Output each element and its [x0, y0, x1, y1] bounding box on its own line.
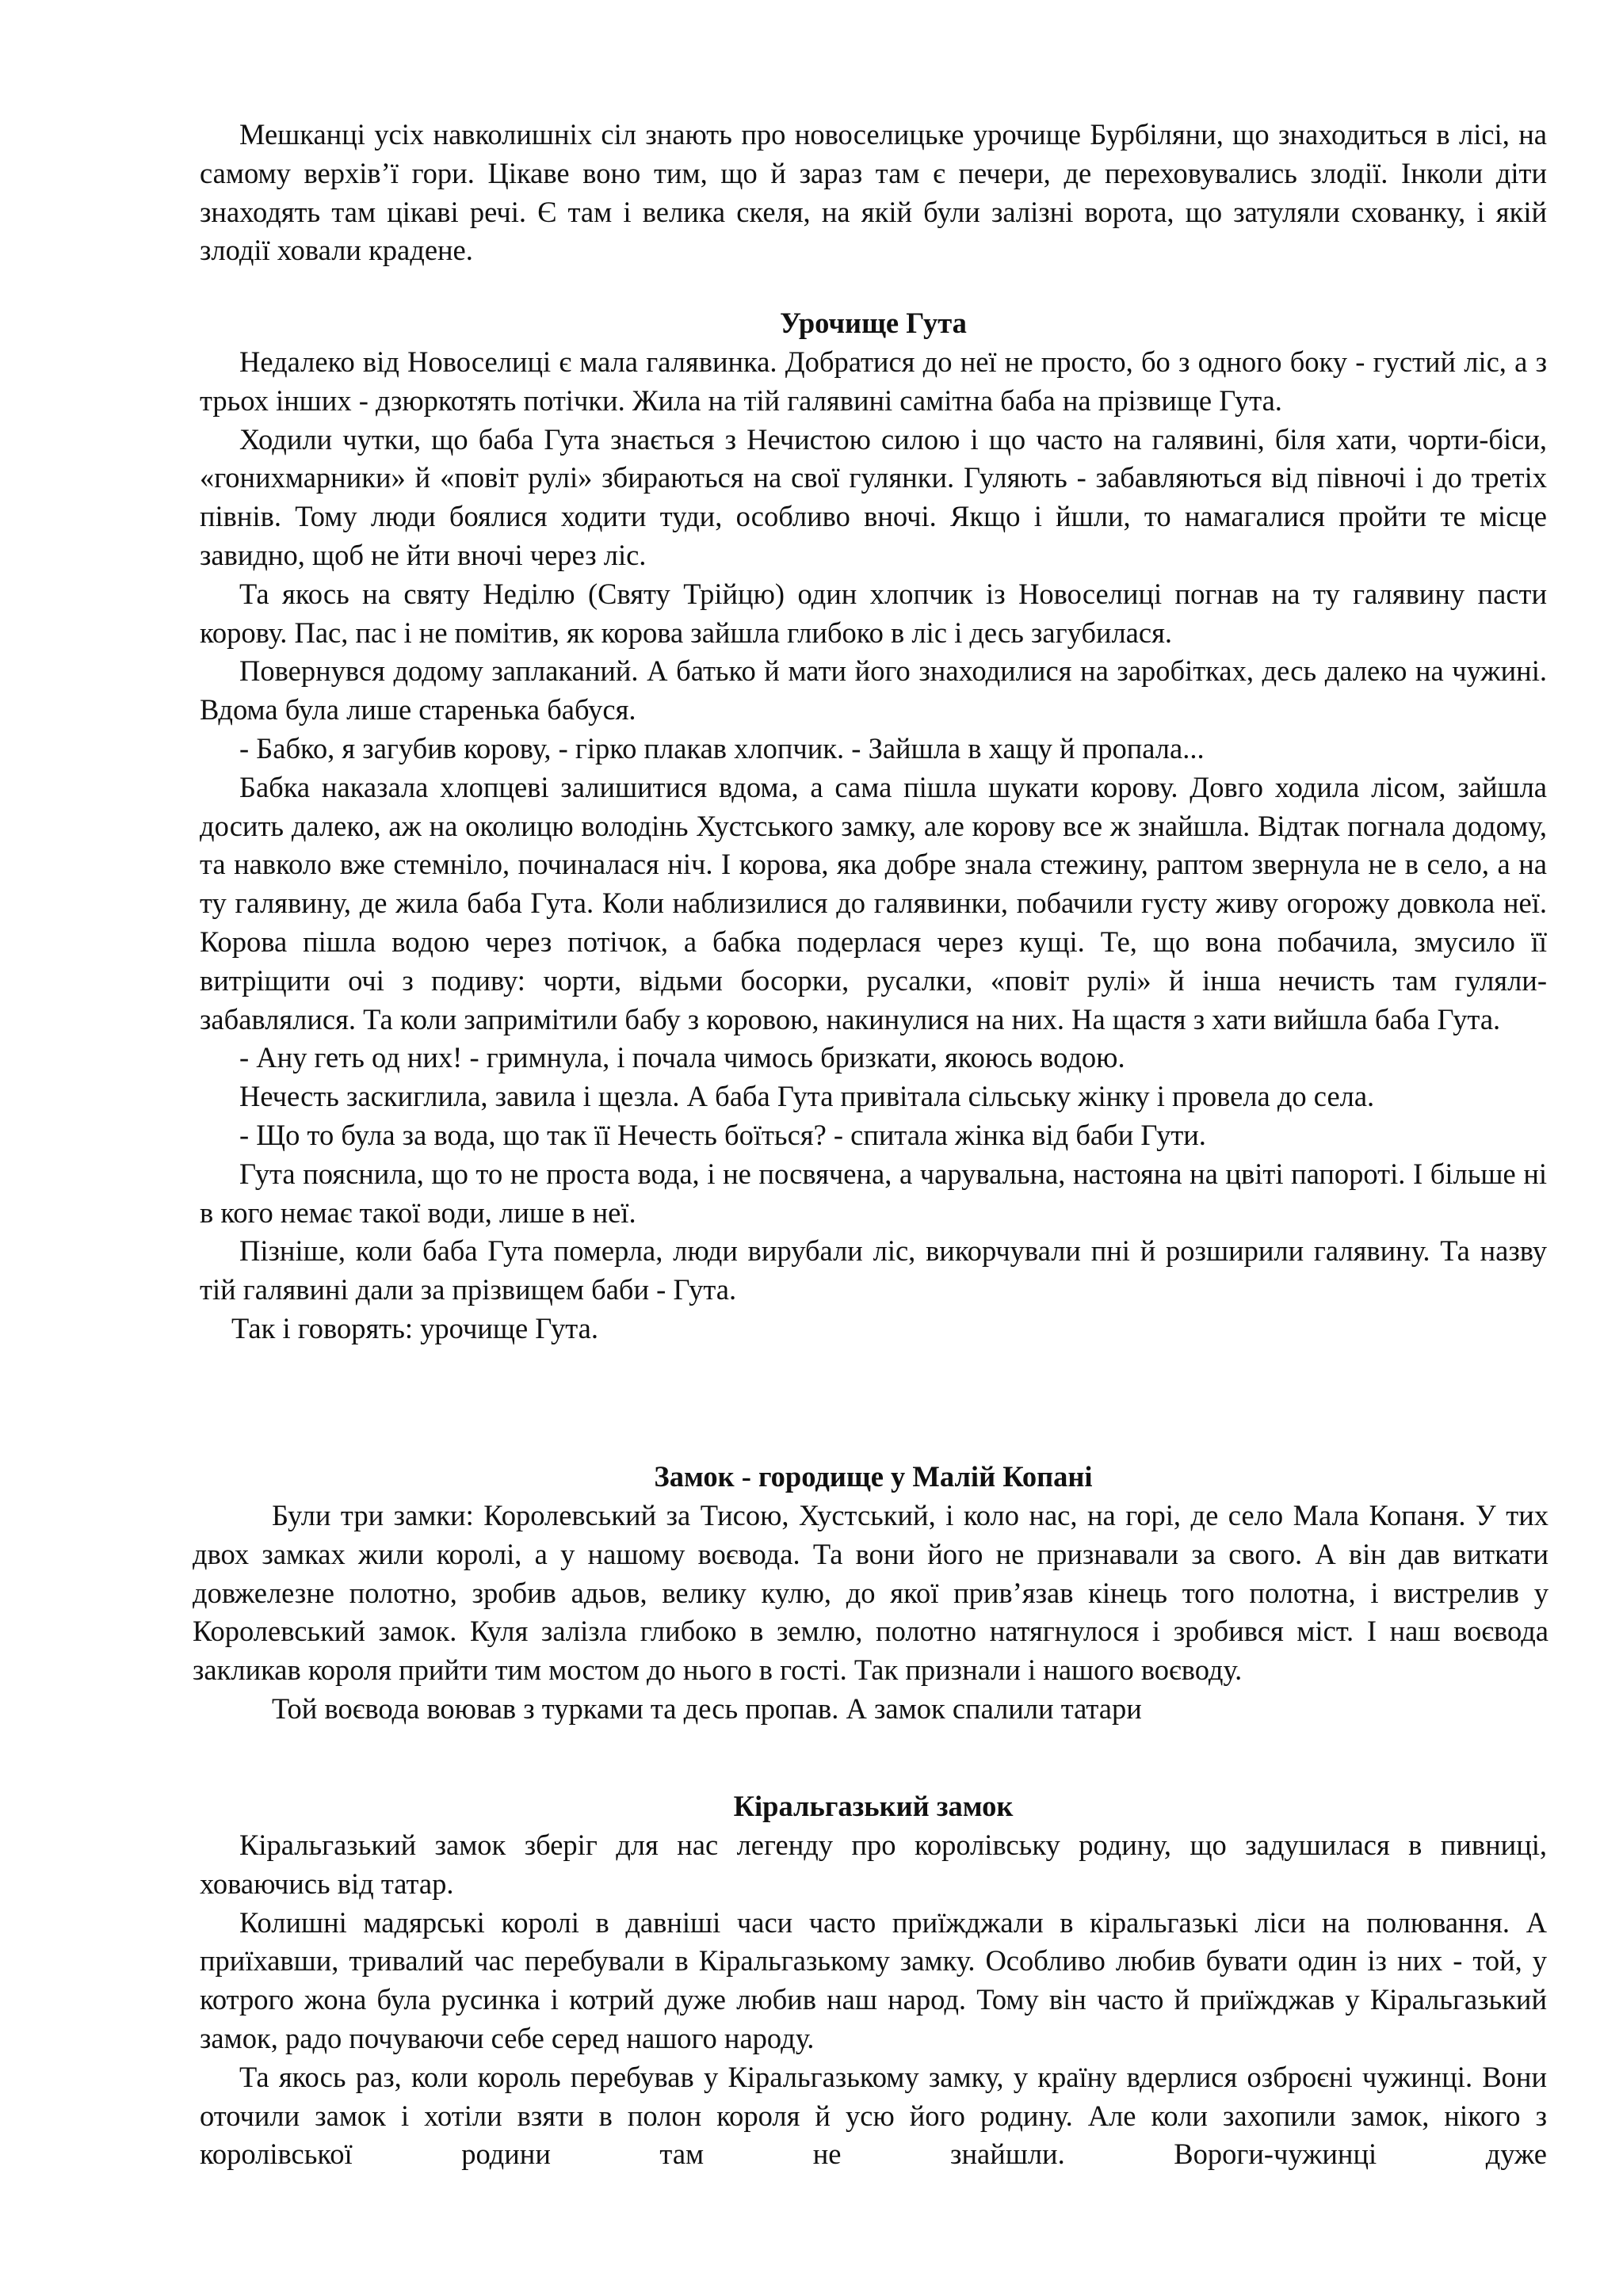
guta-section	[200, 343, 1547, 1348]
paragraph: Так і говорять: урочище Гута.	[231, 1311, 598, 1344]
section-title-zamok: Замок - городище у Малій Копані	[654, 1460, 1093, 1493]
intro-section	[200, 116, 1547, 270]
paragraph: - Бабко, я загубив корову, - гірко плакав хлопчик. - Зайшла в хащу й пропала...	[239, 731, 1205, 765]
kiralhaza-section	[200, 1826, 1547, 2174]
paragraph: Нечесть заскиглила, завила і щезла. А баба Гута привітала сільську жінку і провела до села.	[239, 1080, 1375, 1113]
paragraph: - Ану геть од них! - гримнула, і почала чимось бризкати, якоюсь водою.	[239, 1041, 1125, 1074]
paragraph: Та якось на святу Неділю (Святу Трійцю) один хлопчик із Новоселиці погнав на ту галявину пасти корову. Пас, пас і не помітив, як корова зайшла глибоко в ліс і десь загубилася.	[200, 577, 1547, 649]
zamok-section	[193, 1497, 1549, 1729]
paragraph: Ходили чутки, що баба Гута знається з Нечистою силою і що часто на галявині, біля хати, чорти-біси, «гонихмарники» й «повіт рулі» збираються на свої гулянки. Гуляють - забавляються від півночі і до третіх півнів. Тому люди боялися ходити туди, особливо вночі. Якщо і йшли, то намагалися пройти те місце завидно, щоб не йти вночі через ліс.	[200, 422, 1547, 571]
paragraph: Кіральгазький замок зберіг для нас легенду про королівську родину, що задушилася в пивниці, ховаючись від татар.	[200, 1829, 1547, 1900]
paragraph: Той воєвода воював з турками та десь пропав. А замок спалили татари	[272, 1691, 1142, 1725]
paragraph: Мешканці усіх навколишніх сіл знають про новоселицьке урочище Бурбіляни, що знаходиться в лісі, на самому верхів’ї гори. Цікаве воно тим, що й зараз там є печери, де переховувались злодії. Інколи діти знаходять там цікаві речі. Є там і велика скеля, на якій були залізні ворота, що затуляли схованку, і якій злодії ховали крадене.	[200, 118, 1547, 267]
paragraph: Гута пояснила, що то не проста вода, і не посвячена, а чарувальна, настояна на цвіті папороті. І більше ні в кого немає такої води, лише в неї.	[200, 1157, 1547, 1229]
paragraph: Та якось раз, коли король перебував у Кіральгазькому замку, у країну вдерлися озброєні чужинці. Вони оточили замок і хотіли взяти в полон короля й усю його родину. Але коли захопили замок, нікого з королівської родини там не знайшли. Вороги-чужинці дуже	[200, 2060, 1547, 2171]
paragraph: Колишні мадярські королі в давніші часи часто приїжджали в кіральгазькі ліси на полювання. А приїхавши, тривалий час перебували в Кіральгазькому замку. Особливо любив бувати один із них - той, у котрого жона була русинка і котрий дуже любив наш народ. Тому він часто й приїжджав у Кіральгазький замок, радо почуваючи себе серед нашого народу.	[200, 1905, 1547, 2054]
paragraph: Повернувся додому заплаканий. А батько й мати його знаходилися на заробітках, десь далеко на чужині. Вдома була лише старенька бабуся.	[200, 654, 1547, 727]
section-title-kiralhaza: Кіральгазький замок	[733, 1790, 1014, 1822]
section-title-guta: Урочище Гута	[780, 307, 967, 339]
paragraph: - Що то була за вода, що так її Нечесть боїться? - спитала жінка від баби Гути.	[239, 1118, 1206, 1151]
paragraph: Були три замки: Королевський за Тисою, Хустський, і коло нас, на горі, де село Мала Копаня. У тих двох замках жили королі, а у нашому воєвода. Та вони його не признавали за свого. А він дав виткати довжелезне полотно, зробив адьов, велику кулю, до якої прив’язав кінець того полотна, і вистрелив у Королевський замок. Куля залізла глибоко в землю, полотно натягнулося і зробився міст. І наш воєвода закликав короля прийти тим мостом до нього в гості. Так признали і нашого воєводу.	[193, 1499, 1549, 1687]
paragraph: Недалеко від Новоселиці є мала галявинка. Добратися до неї не просто, бо з одного боку - густий ліс, а з трьох інших - дзюркотять потічки. Жила на тій галявині самітна баба на прізвище Гута.	[200, 345, 1547, 417]
paragraph: Бабка наказала хлопцеві залишитися вдома, а сама пішла шукати корову. Довго ходила лісом, зайшла досить далеко, аж на околицю володінь Хустського замку, але корову все ж знайшла. Відтак погнала додому, та навколо вже стемніло, починалася ніч. І корова, яка добре знала стежину, раптом звернула не в село, а на ту галявину, де жила баба Гута. Коли наблизилися до галявинки, побачили густу живу огорожу довкола неї. Корова пішла водою через потічок, а бабка подерлася через кущі. Те, що вона побачила, змусило її витріщити очі з подиву: чорти, відьми босорки, русалки, «повіт рулі» й інша нечисть там гуляли- забавлялися. Та коли запримітили бабу з коровою, накинулися на них. На щастя з хати вийшла баба Гута.	[200, 770, 1547, 1035]
paragraph: Пізніше, коли баба Гута померла, люди вирубали ліс, викорчували пні й розширили галявину. Та назву тій галявині дали за прізвищем баби - Гута.	[200, 1234, 1547, 1306]
